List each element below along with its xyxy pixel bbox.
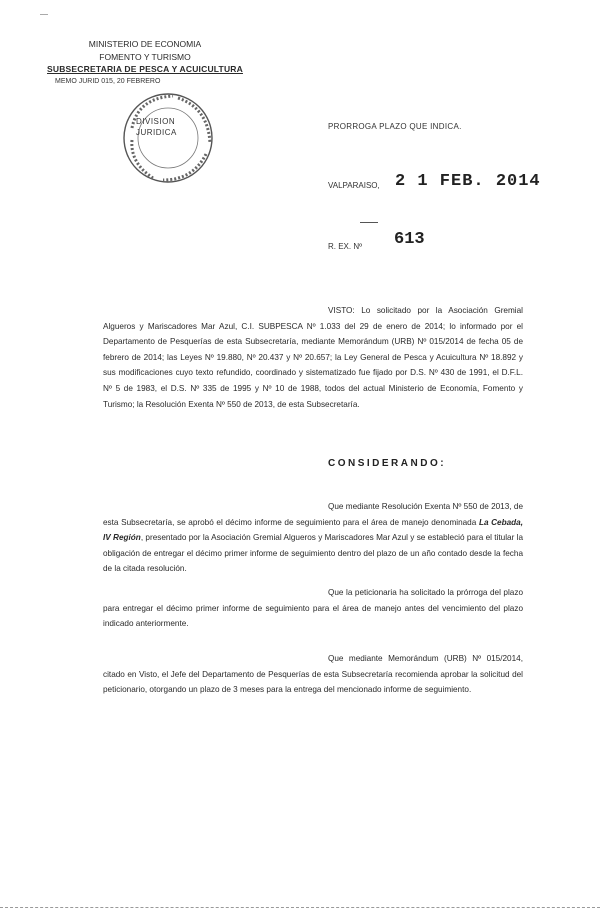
scan-mark (40, 14, 48, 15)
considerando-3 (103, 651, 523, 698)
page-bottom-edge (0, 907, 600, 912)
stamp-line-1: DIVISION (136, 117, 176, 126)
division-stamp (118, 88, 218, 188)
considerando-1 (103, 499, 523, 577)
visto-text: VISTO: Lo solicitado por la Asociación Gremial Algueros y Mariscadores Mar Azul, C.I. SUBPESCA Nº 1.033 del 29 de enero de 2014; lo informado por el Departamento de Pesquerías de esta Subsecretaría, mediante Memorándum (URB) Nº 015/2014 de fecha 05 de febrero de 2014; las Leyes Nº 19.880, Nº 20.437 y Nº 20.657; la Ley General de Pesca y Acuicultura Nº 18.892 y sus modificaciones cuyo texto refundido, coordinado y sistematizado fue fijado por D.S. Nº 430 de 1991, el D.F.L. Nº 5 de 1983, el D.S. Nº 335 de 1995 y Nº 10 de 1988, todos del actual Ministerio de Economía, Fomento y Turismo; la Resolución Exenta Nº 550 de 2013, de esta Subsecretaría. (103, 306, 523, 409)
resolution-label: R. EX. Nº (328, 242, 363, 251)
area-name: La Cebada, IV Región (103, 517, 523, 543)
memo-reference: MEMO JURID 015, 20 FEBRERO (55, 78, 161, 85)
undersecretariat-name: SUBSECRETARIA DE PESCA Y ACUICULTURA (47, 64, 243, 74)
considerando-1-text-b: , presentado por la Asociación Gremial Algueros y Mariscadores Mar Azul y se estableció para el titular la obligación de entregar el décimo primer informe de seguimiento dentro del plazo de un año contado desde la fecha de la citada resolución. (103, 533, 523, 574)
ministry-name-2: FOMENTO Y TURISMO (99, 51, 191, 62)
letterhead (40, 38, 250, 76)
considerando-heading: CONSIDERANDO: (328, 458, 447, 469)
document-date: 2 1 FEB. 2014 (395, 172, 541, 191)
considerando-3-text: Que mediante Memorándum (URB) Nº 015/2014, citado en Visto, el Jefe del Departamento de Pesquerías de esta Subsecretaría recomienda aprobar la solicitud del peticionario, otorgando un plazo de 3 meses para la entrega del mencionado informe de seguimiento. (103, 654, 523, 695)
considerando-2-text: Que la peticionaria ha solicitado la prórroga del plazo para entregar el décimo primer informe de seguimiento para el área de manejo antes del vencimiento del plazo indicado anteriormente. (103, 588, 523, 629)
stamp-line-2: JURIDICA (136, 128, 177, 137)
considerando-2 (103, 585, 523, 632)
visto-paragraph (103, 303, 523, 412)
document-subject: PRORROGA PLAZO QUE INDICA. (328, 122, 462, 131)
stamp-label (136, 116, 177, 138)
place-label: VALPARAISO, (328, 181, 380, 190)
resolution-number: 613 (394, 230, 425, 249)
stamp-dash (360, 222, 378, 223)
ministry-name: MINISTERIO DE ECONOMIA (88, 39, 202, 49)
considerando-1-text-a: Que mediante Resolución Exenta Nº 550 de 2013, de esta Subsecretaría, se aprobó el décimo informe de seguimiento para el área de manejo denominada (103, 502, 523, 527)
